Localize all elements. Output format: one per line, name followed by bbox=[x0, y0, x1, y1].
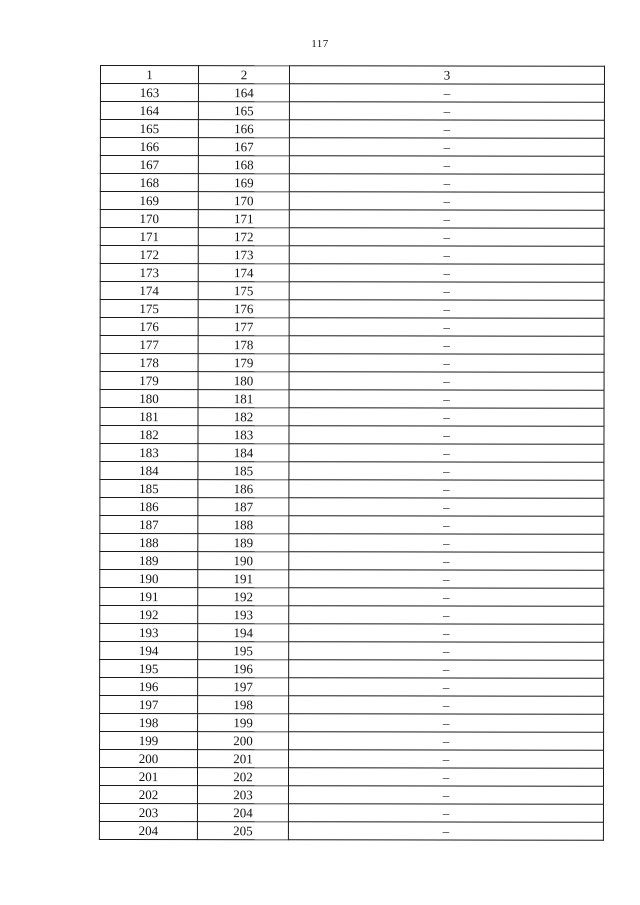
table-row bbox=[100, 750, 604, 769]
table-cell-col-3: – bbox=[289, 174, 604, 192]
table-cell-col-1: 193 bbox=[100, 624, 198, 642]
table-row bbox=[100, 372, 604, 391]
table-cell-col-3: – bbox=[289, 732, 604, 750]
table-cell-col-2: 193 bbox=[198, 606, 289, 624]
table-cell-col-1: 201 bbox=[99, 768, 197, 786]
table-cell-col-3: – bbox=[289, 372, 604, 390]
table-cell-col-3: – bbox=[288, 768, 603, 786]
table-row bbox=[100, 390, 604, 409]
table-row bbox=[100, 300, 604, 319]
table-row bbox=[100, 210, 604, 229]
table-cell-col-1: 204 bbox=[99, 821, 197, 839]
header-row bbox=[100, 66, 604, 85]
table-cell-col-3: – bbox=[289, 264, 604, 282]
table-row bbox=[100, 480, 604, 499]
table-cell-col-1: 170 bbox=[100, 210, 198, 228]
table-cell-col-1: 181 bbox=[100, 408, 198, 426]
table-row bbox=[100, 336, 604, 355]
table-cell-col-2: 200 bbox=[198, 732, 289, 750]
table-cell-col-1: 200 bbox=[100, 750, 198, 768]
table-cell-col-3: – bbox=[289, 282, 604, 300]
table-row bbox=[100, 138, 604, 157]
column-header-3: 3 bbox=[289, 66, 604, 84]
table-cell-col-1: 190 bbox=[100, 570, 198, 588]
table-row bbox=[100, 462, 604, 481]
table-cell-col-2: 174 bbox=[198, 264, 289, 282]
table-cell-col-1: 176 bbox=[100, 318, 198, 336]
table-header bbox=[100, 66, 604, 85]
table-cell-col-1: 182 bbox=[100, 426, 198, 444]
table-row bbox=[100, 426, 604, 445]
table-cell-col-3: – bbox=[289, 642, 604, 660]
table-cell-col-2: 196 bbox=[198, 660, 289, 678]
table-cell-col-2: 184 bbox=[198, 444, 289, 462]
table-cell-col-1: 196 bbox=[100, 678, 198, 696]
table-cell-col-2: 168 bbox=[198, 156, 289, 174]
table-cell-col-1: 164 bbox=[100, 102, 198, 120]
table-cell-col-2: 189 bbox=[198, 534, 289, 552]
table-cell-col-2: 171 bbox=[198, 210, 289, 228]
table-cell-col-3: – bbox=[289, 678, 604, 696]
table-cell-col-2: 198 bbox=[198, 696, 289, 714]
table-cell-col-1: 187 bbox=[100, 516, 198, 534]
table-cell-col-1: 173 bbox=[100, 264, 198, 282]
table-cell-col-2: 192 bbox=[198, 588, 289, 606]
table-row bbox=[100, 228, 604, 247]
table-cell-col-1: 191 bbox=[100, 588, 198, 606]
table-cell-col-1: 165 bbox=[100, 120, 198, 138]
table-cell-col-3: – bbox=[289, 498, 604, 516]
table-row bbox=[99, 804, 603, 823]
table-cell-col-3: – bbox=[289, 714, 604, 732]
table-cell-col-2: 199 bbox=[198, 714, 289, 732]
table-row bbox=[100, 354, 604, 373]
table-body bbox=[99, 84, 604, 841]
table-cell-col-3: – bbox=[289, 552, 604, 570]
table-cell-col-1: 202 bbox=[99, 786, 197, 804]
table-cell-col-1: 195 bbox=[100, 660, 198, 678]
table-row bbox=[100, 192, 604, 211]
table-cell-col-2: 170 bbox=[198, 192, 289, 210]
table-cell-col-3: – bbox=[289, 408, 604, 426]
table-cell-col-3: – bbox=[289, 660, 604, 678]
table-cell-col-3: – bbox=[289, 534, 604, 552]
table-row bbox=[100, 714, 604, 733]
table-row bbox=[100, 84, 604, 103]
table-cell-col-3: – bbox=[289, 300, 604, 318]
table-row bbox=[100, 552, 604, 571]
table-cell-col-2: 194 bbox=[198, 624, 289, 642]
table-row bbox=[100, 588, 604, 607]
data-table bbox=[99, 65, 605, 841]
table-row bbox=[100, 624, 604, 643]
table-cell-col-3: – bbox=[289, 246, 604, 264]
table-cell-col-3: – bbox=[289, 138, 604, 156]
table-cell-col-2: 172 bbox=[198, 228, 289, 246]
table-cell-col-3: – bbox=[289, 390, 604, 408]
table-row bbox=[100, 408, 604, 427]
table-cell-col-2: 178 bbox=[198, 336, 289, 354]
table-cell-col-2: 176 bbox=[198, 300, 289, 318]
table-row bbox=[99, 786, 603, 805]
table-cell-col-3: – bbox=[289, 84, 604, 102]
table-row bbox=[100, 120, 604, 139]
table-cell-col-2: 166 bbox=[198, 120, 289, 138]
table-cell-col-1: 166 bbox=[100, 138, 198, 156]
table-cell-col-1: 192 bbox=[100, 606, 198, 624]
table-cell-col-2: 191 bbox=[198, 570, 289, 588]
table-cell-col-3: – bbox=[289, 462, 604, 480]
table-cell-col-1: 188 bbox=[100, 534, 198, 552]
table-cell-col-2: 173 bbox=[198, 246, 289, 264]
table-cell-col-1: 199 bbox=[100, 732, 198, 750]
table-cell-col-1: 168 bbox=[100, 174, 198, 192]
table-row bbox=[99, 768, 603, 787]
page-number: 117 bbox=[311, 38, 329, 50]
table-cell-col-3: – bbox=[289, 624, 604, 642]
table-cell-col-3: – bbox=[288, 822, 603, 840]
table-cell-col-1: 172 bbox=[100, 246, 198, 264]
table-row bbox=[100, 102, 604, 121]
table-row bbox=[100, 516, 604, 535]
table-row bbox=[100, 678, 604, 697]
table-cell-col-1: 198 bbox=[100, 714, 198, 732]
table-row bbox=[99, 821, 603, 840]
table-cell-col-1: 186 bbox=[100, 498, 198, 516]
table-cell-col-3: – bbox=[289, 444, 604, 462]
table-cell-col-2: 165 bbox=[198, 102, 289, 120]
table-cell-col-2: 186 bbox=[198, 480, 289, 498]
table-cell-col-2: 197 bbox=[198, 678, 289, 696]
table-row bbox=[100, 642, 604, 661]
table-cell-col-1: 189 bbox=[100, 552, 198, 570]
table-row bbox=[100, 282, 604, 301]
table-cell-col-2: 169 bbox=[198, 174, 289, 192]
table-cell-col-1: 167 bbox=[100, 156, 198, 174]
table-row bbox=[100, 156, 604, 175]
table-cell-col-3: – bbox=[289, 588, 604, 606]
table-row bbox=[100, 246, 604, 265]
table-cell-col-1: 180 bbox=[100, 390, 198, 408]
table-cell-col-2: 187 bbox=[198, 498, 289, 516]
table-cell-col-2: 185 bbox=[198, 462, 289, 480]
table-row bbox=[100, 264, 604, 283]
table-cell-col-1: 174 bbox=[100, 282, 198, 300]
table-cell-col-1: 177 bbox=[100, 336, 198, 354]
table-cell-col-2: 167 bbox=[198, 138, 289, 156]
table-cell-col-3: – bbox=[289, 516, 604, 534]
table-cell-col-2: 195 bbox=[198, 642, 289, 660]
table-cell-col-3: – bbox=[289, 354, 604, 372]
table-cell-col-1: 203 bbox=[99, 804, 197, 822]
table-cell-col-2: 175 bbox=[198, 282, 289, 300]
table-cell-col-1: 178 bbox=[100, 354, 198, 372]
table-cell-col-2: 203 bbox=[197, 786, 288, 804]
table-cell-col-1: 169 bbox=[100, 192, 198, 210]
table-cell-col-2: 182 bbox=[198, 408, 289, 426]
table-cell-col-1: 194 bbox=[100, 642, 198, 660]
table-row bbox=[100, 444, 604, 463]
table-row bbox=[100, 498, 604, 517]
table-row bbox=[100, 534, 604, 553]
table-cell-col-3: – bbox=[288, 786, 603, 804]
table-cell-col-2: 164 bbox=[198, 84, 289, 102]
table-cell-col-2: 183 bbox=[198, 426, 289, 444]
table-cell-col-1: 184 bbox=[100, 462, 198, 480]
table-cell-col-3: – bbox=[288, 804, 603, 822]
table-cell-col-3: – bbox=[289, 120, 604, 138]
table-cell-col-1: 197 bbox=[100, 696, 198, 714]
table-cell-col-1: 171 bbox=[100, 228, 198, 246]
table-row bbox=[100, 570, 604, 589]
column-header-2: 2 bbox=[198, 66, 289, 84]
table-cell-col-3: – bbox=[289, 228, 604, 246]
table-row bbox=[100, 318, 604, 337]
table-cell-col-2: 205 bbox=[197, 822, 288, 840]
table-row bbox=[100, 732, 604, 751]
table-row bbox=[100, 660, 604, 679]
table-cell-col-2: 181 bbox=[198, 390, 289, 408]
table-cell-col-3: – bbox=[289, 426, 604, 444]
table-cell-col-2: 177 bbox=[198, 318, 289, 336]
table-cell-col-2: 179 bbox=[198, 354, 289, 372]
table-cell-col-3: – bbox=[289, 696, 604, 714]
table-cell-col-1: 179 bbox=[100, 372, 198, 390]
table-cell-col-2: 190 bbox=[198, 552, 289, 570]
table-cell-col-3: – bbox=[289, 606, 604, 624]
table-row bbox=[100, 606, 604, 625]
table-cell-col-1: 163 bbox=[100, 84, 198, 102]
table-row bbox=[100, 174, 604, 193]
table-cell-col-2: 202 bbox=[197, 768, 288, 786]
table-cell-col-2: 188 bbox=[198, 516, 289, 534]
table-cell-col-2: 180 bbox=[198, 372, 289, 390]
table-cell-col-3: – bbox=[289, 750, 604, 768]
table-cell-col-3: – bbox=[289, 210, 604, 228]
table-cell-col-1: 175 bbox=[100, 300, 198, 318]
table-cell-col-2: 201 bbox=[198, 750, 289, 768]
table-cell-col-3: – bbox=[289, 318, 604, 336]
table-cell-col-3: – bbox=[289, 570, 604, 588]
table-cell-col-1: 183 bbox=[100, 444, 198, 462]
table-cell-col-3: – bbox=[289, 156, 604, 174]
table-cell-col-3: – bbox=[289, 480, 604, 498]
table-cell-col-1: 185 bbox=[100, 480, 198, 498]
table-cell-col-3: – bbox=[289, 192, 604, 210]
table-row bbox=[100, 696, 604, 715]
table-cell-col-3: – bbox=[289, 336, 604, 354]
table-cell-col-2: 204 bbox=[197, 804, 288, 822]
column-header-1: 1 bbox=[100, 66, 198, 84]
table-cell-col-3: – bbox=[289, 102, 604, 120]
